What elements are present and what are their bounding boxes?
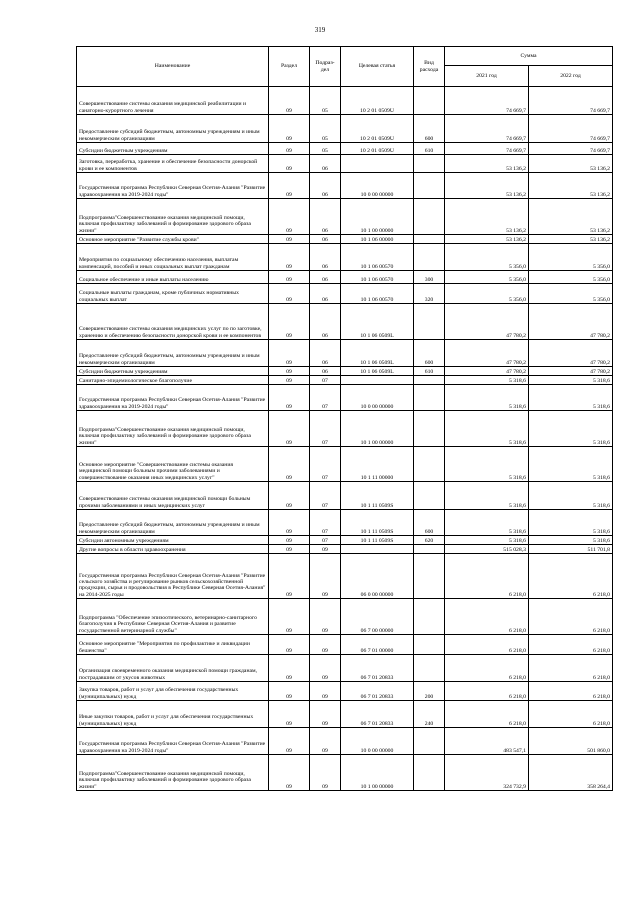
cell-celevaya-statya: 06 7 01 20833 [341, 682, 414, 701]
cell-sum-2021: 6 218,0 [445, 682, 529, 701]
cell-razdel: 09 [269, 655, 310, 682]
cell-sum-2022: 511 701,8 [529, 545, 613, 554]
header-name: Наименование [77, 47, 269, 87]
table-row [77, 554, 613, 599]
cell-vid-rashoda [414, 635, 445, 655]
cell-celevaya-statya: 10 1 06 00570 [341, 284, 414, 304]
cell-name: Иные закупки товаров, работ и услуг для обеспечения государственных (муниципальных) нужд [77, 701, 269, 728]
cell-vid-rashoda [414, 199, 445, 235]
cell-celevaya-statya: 10 2 01 0509U [341, 87, 414, 115]
table-row [77, 235, 613, 244]
cell-razdel: 09 [269, 244, 310, 271]
cell-celevaya-statya: 10 1 06 00570 [341, 244, 414, 271]
cell-vid-rashoda [414, 376, 445, 385]
cell-name: Предоставление субсидий бюджетным, автономным учреждениям и иным некоммерческим организациям [77, 510, 269, 536]
cell-sum-2021: 74 669,7 [445, 87, 529, 115]
cell-name: Совершенствование системы оказания медицинской реабилитации и санаторно-курортного лечения [77, 87, 269, 115]
table-row [77, 482, 613, 510]
cell-sum-2021: 47 780,2 [445, 367, 529, 376]
cell-podrazdel: 05 [310, 87, 341, 115]
cell-celevaya-statya: 10 1 00 00000 [341, 755, 414, 791]
cell-sum-2022: 5 356,0 [529, 284, 613, 304]
cell-vid-rashoda [414, 545, 445, 554]
cell-podrazdel: 07 [310, 447, 341, 482]
table-row [77, 599, 613, 635]
cell-name: Закупка товаров, работ и услуг для обеспечения государственных (муниципальных) нужд [77, 682, 269, 701]
cell-name: Предоставление субсидий бюджетным, автономным учреждениям и иным некоммерческим организациям [77, 115, 269, 143]
cell-sum-2021: 5 318,6 [445, 385, 529, 411]
cell-sum-2022: 6 218,0 [529, 655, 613, 682]
cell-celevaya-statya: 10 2 01 0509U [341, 115, 414, 143]
cell-celevaya-statya: 10 1 11 0509S [341, 510, 414, 536]
table-row [77, 376, 613, 385]
cell-vid-rashoda: 300 [414, 271, 445, 284]
cell-razdel: 09 [269, 545, 310, 554]
cell-sum-2022: 5 318,6 [529, 447, 613, 482]
cell-sum-2022: 5 356,0 [529, 244, 613, 271]
table-header [77, 47, 613, 87]
cell-sum-2022: 5 318,6 [529, 376, 613, 385]
cell-podrazdel: 09 [310, 755, 341, 791]
cell-sum-2021: 6 218,0 [445, 554, 529, 599]
cell-name: Подпрограмма"Совершенствование оказания медицинской помощи, включая профилактику заболеваний и формирование здорового образа жизни" [77, 411, 269, 447]
cell-vid-rashoda: 610 [414, 143, 445, 155]
table-row [77, 304, 613, 340]
cell-razdel: 09 [269, 701, 310, 728]
cell-sum-2021: 483 547,1 [445, 728, 529, 755]
cell-vid-rashoda [414, 755, 445, 791]
cell-vid-rashoda: 200 [414, 682, 445, 701]
cell-podrazdel: 06 [310, 173, 341, 199]
cell-sum-2022: 5 318,6 [529, 536, 613, 545]
cell-name: Подпрограмма"Совершенствование оказания медицинской помощи, включая профилактику заболеваний и формирование здорового образа жизни" [77, 755, 269, 791]
cell-sum-2021: 5 318,6 [445, 376, 529, 385]
table-row [77, 155, 613, 173]
cell-podrazdel: 09 [310, 599, 341, 635]
cell-vid-rashoda: 610 [414, 367, 445, 376]
cell-name: Подпрограмма "Обеспечение эпизоотического, ветеринарно-санитарного благополучия в Республике Северная Осетия-Алания и развитие государственной ветеринарной службы" [77, 599, 269, 635]
cell-name: Субсидии автономным учреждениям [77, 536, 269, 545]
cell-name: Мероприятия по социальному обеспечению населения, выплатам компенсаций, пособий и иных социальных выплат гражданам [77, 244, 269, 271]
cell-razdel: 09 [269, 155, 310, 173]
cell-name: Государственная программа Республики Северная Осетия-Алания "Развитие здравоохранения на 2019-2024 годы" [77, 385, 269, 411]
cell-podrazdel: 05 [310, 115, 341, 143]
cell-sum-2021: 324 732,9 [445, 755, 529, 791]
cell-sum-2022: 74 669,7 [529, 143, 613, 155]
cell-vid-rashoda: 320 [414, 284, 445, 304]
cell-sum-2022: 53 136,2 [529, 155, 613, 173]
table-row [77, 728, 613, 755]
cell-vid-rashoda [414, 411, 445, 447]
table-row [77, 284, 613, 304]
cell-celevaya-statya: 10 1 00 00000 [341, 199, 414, 235]
cell-vid-rashoda [414, 304, 445, 340]
table-row [77, 115, 613, 143]
cell-podrazdel: 09 [310, 655, 341, 682]
cell-vid-rashoda: 620 [414, 536, 445, 545]
cell-podrazdel: 06 [310, 235, 341, 244]
cell-vid-rashoda [414, 155, 445, 173]
cell-celevaya-statya: 10 1 00 00000 [341, 411, 414, 447]
cell-celevaya-statya: 10 1 06 0509L [341, 367, 414, 376]
cell-sum-2022: 53 136,2 [529, 199, 613, 235]
cell-celevaya-statya: 10 2 01 0509U [341, 143, 414, 155]
cell-celevaya-statya: 06 0 00 00000 [341, 554, 414, 599]
cell-sum-2022: 47 780,2 [529, 304, 613, 340]
header-podrazdel: Подраз-дел [310, 47, 341, 87]
cell-podrazdel: 07 [310, 376, 341, 385]
cell-name: Предоставление субсидий бюджетным, автономным учреждениям и иным некоммерческим организациям [77, 340, 269, 367]
cell-sum-2021: 47 780,2 [445, 304, 529, 340]
cell-name: Санитарно-эпидемиологическое благополучие [77, 376, 269, 385]
cell-sum-2022: 501 860,0 [529, 728, 613, 755]
cell-podrazdel: 06 [310, 155, 341, 173]
cell-sum-2022: 74 669,7 [529, 115, 613, 143]
cell-sum-2022: 47 780,2 [529, 367, 613, 376]
cell-name: Государственная программа Республики Северная Осетия-Алания "Развитие здравоохранения на 2019-2024 годы" [77, 728, 269, 755]
cell-sum-2022: 6 218,0 [529, 701, 613, 728]
table-row [77, 340, 613, 367]
cell-vid-rashoda: 600 [414, 510, 445, 536]
cell-sum-2022: 6 218,0 [529, 682, 613, 701]
table-row [77, 271, 613, 284]
cell-name: Основное мероприятие "Развитие службы крови" [77, 235, 269, 244]
cell-name: Государственная программа Республики Северная Осетия-Алания "Развитие здравоохранения на 2019-2024 годы" [77, 173, 269, 199]
table-row [77, 411, 613, 447]
header-year-2021: 2021 год [445, 66, 529, 87]
cell-vid-rashoda: 600 [414, 115, 445, 143]
cell-celevaya-statya [341, 155, 414, 173]
cell-sum-2021: 5 318,6 [445, 510, 529, 536]
cell-vid-rashoda [414, 173, 445, 199]
cell-vid-rashoda [414, 244, 445, 271]
cell-name: Другие вопросы в области здравоохранения [77, 545, 269, 554]
cell-sum-2021: 6 218,0 [445, 599, 529, 635]
cell-razdel: 09 [269, 271, 310, 284]
cell-celevaya-statya: 10 0 00 00000 [341, 728, 414, 755]
cell-podrazdel: 07 [310, 536, 341, 545]
cell-vid-rashoda [414, 728, 445, 755]
cell-sum-2022: 6 218,0 [529, 635, 613, 655]
cell-podrazdel: 07 [310, 510, 341, 536]
table-row [77, 199, 613, 235]
cell-razdel: 09 [269, 682, 310, 701]
cell-celevaya-statya: 10 1 11 00000 [341, 447, 414, 482]
cell-razdel: 09 [269, 143, 310, 155]
cell-sum-2021: 5 318,6 [445, 482, 529, 510]
cell-sum-2022: 6 218,0 [529, 554, 613, 599]
header-vid-rashoda: Вид расхода [414, 47, 445, 87]
cell-sum-2022: 74 669,7 [529, 87, 613, 115]
cell-sum-2021: 6 218,0 [445, 655, 529, 682]
cell-razdel: 09 [269, 304, 310, 340]
cell-podrazdel: 09 [310, 701, 341, 728]
cell-sum-2022: 5 318,6 [529, 411, 613, 447]
cell-sum-2022: 53 136,2 [529, 235, 613, 244]
cell-sum-2022: 358 264,4 [529, 755, 613, 791]
cell-celevaya-statya: 10 1 11 0509S [341, 482, 414, 510]
cell-sum-2021: 5 318,6 [445, 536, 529, 545]
cell-name: Субсидии бюджетным учреждениям [77, 367, 269, 376]
budget-table [76, 46, 613, 791]
cell-name: Совершенствование системы оказания медицинских услуг по по заготовке, хранению и обеспечению безопасности донорской крови и ее компонентов [77, 304, 269, 340]
cell-razdel: 09 [269, 367, 310, 376]
cell-razdel: 09 [269, 510, 310, 536]
cell-podrazdel: 09 [310, 545, 341, 554]
cell-podrazdel: 06 [310, 244, 341, 271]
table-row [77, 244, 613, 271]
cell-podrazdel: 09 [310, 728, 341, 755]
header-year-2022: 2022 год [529, 66, 613, 87]
cell-vid-rashoda [414, 655, 445, 682]
cell-podrazdel: 06 [310, 367, 341, 376]
header-razdel: Раздел [269, 47, 310, 87]
cell-razdel: 09 [269, 411, 310, 447]
table-row [77, 536, 613, 545]
cell-name: Организация своевременного оказания медицинской помощи гражданам, пострадавшим от укусов животных [77, 655, 269, 682]
cell-sum-2022: 5 318,6 [529, 510, 613, 536]
cell-razdel: 09 [269, 635, 310, 655]
cell-sum-2021: 6 218,0 [445, 701, 529, 728]
cell-vid-rashoda [414, 482, 445, 510]
cell-celevaya-statya: 06 7 00 00000 [341, 599, 414, 635]
table-row [77, 385, 613, 411]
table-row [77, 87, 613, 115]
cell-vid-rashoda [414, 554, 445, 599]
cell-sum-2022: 6 218,0 [529, 599, 613, 635]
cell-celevaya-statya: 10 1 06 00000 [341, 235, 414, 244]
cell-razdel: 09 [269, 376, 310, 385]
cell-celevaya-statya: 10 1 06 00570 [341, 271, 414, 284]
cell-vid-rashoda [414, 235, 445, 244]
cell-celevaya-statya [341, 376, 414, 385]
cell-razdel: 09 [269, 755, 310, 791]
cell-razdel: 09 [269, 199, 310, 235]
cell-name: Основное мероприятие "Мероприятия по профилактике и ликвидации бешенства" [77, 635, 269, 655]
cell-celevaya-statya: 06 7 01 00000 [341, 635, 414, 655]
cell-sum-2021: 47 780,2 [445, 340, 529, 367]
cell-sum-2022: 47 780,2 [529, 340, 613, 367]
cell-podrazdel: 07 [310, 411, 341, 447]
cell-vid-rashoda [414, 385, 445, 411]
cell-razdel: 09 [269, 536, 310, 545]
cell-sum-2021: 5 356,0 [445, 284, 529, 304]
table-row [77, 367, 613, 376]
cell-razdel: 09 [269, 482, 310, 510]
header-celevaya-statya: Целевая статья [341, 47, 414, 87]
cell-podrazdel: 06 [310, 199, 341, 235]
cell-razdel: 09 [269, 173, 310, 199]
table-row [77, 173, 613, 199]
cell-vid-rashoda [414, 447, 445, 482]
cell-sum-2021: 53 136,2 [445, 155, 529, 173]
table-row [77, 655, 613, 682]
cell-name: Субсидии бюджетным учреждениям [77, 143, 269, 155]
table-row [77, 635, 613, 655]
cell-razdel: 09 [269, 554, 310, 599]
table-body [77, 87, 613, 791]
cell-podrazdel: 05 [310, 143, 341, 155]
cell-celevaya-statya: 06 7 01 20833 [341, 655, 414, 682]
cell-vid-rashoda: 240 [414, 701, 445, 728]
cell-vid-rashoda [414, 87, 445, 115]
page-number: 319 [314, 26, 326, 34]
cell-podrazdel: 06 [310, 304, 341, 340]
cell-razdel: 09 [269, 385, 310, 411]
cell-razdel: 09 [269, 340, 310, 367]
cell-razdel: 09 [269, 284, 310, 304]
cell-sum-2021: 5 318,6 [445, 411, 529, 447]
cell-name: Государственная программа Республики Северная Осетия-Алания "Развитие сельского хозяйства и регулирование рынков сельскохозяйственной продукции, сырья и продовольствия в Республике Северная Осетия-Алания" на 2014-2025 годы [77, 554, 269, 599]
cell-name: Заготовка, переработка, хранение и обеспечение безопасности донорской крови и ее компонентов [77, 155, 269, 173]
cell-sum-2022: 5 318,6 [529, 482, 613, 510]
cell-sum-2021: 74 669,7 [445, 143, 529, 155]
cell-celevaya-statya: 06 7 01 20833 [341, 701, 414, 728]
header-summa: Сумма [445, 47, 613, 66]
cell-razdel: 09 [269, 728, 310, 755]
cell-razdel: 09 [269, 87, 310, 115]
cell-celevaya-statya [341, 545, 414, 554]
cell-sum-2021: 53 136,2 [445, 199, 529, 235]
cell-sum-2021: 515 028,3 [445, 545, 529, 554]
cell-vid-rashoda: 600 [414, 340, 445, 367]
cell-sum-2021: 5 318,6 [445, 447, 529, 482]
cell-name: Социальное обеспечение и иные выплаты населению [77, 271, 269, 284]
cell-podrazdel: 07 [310, 385, 341, 411]
cell-sum-2021: 6 218,0 [445, 635, 529, 655]
cell-celevaya-statya: 10 1 06 0509L [341, 304, 414, 340]
cell-podrazdel: 06 [310, 284, 341, 304]
cell-podrazdel: 06 [310, 271, 341, 284]
cell-name: Социальные выплаты гражданам, кроме публичных нормативных социальных выплат [77, 284, 269, 304]
cell-name: Подпрограмма"Совершенствование оказания медицинской помощи, включая профилактику заболеваний и формирование здорового образа жизни" [77, 199, 269, 235]
table-row [77, 545, 613, 554]
cell-celevaya-statya: 10 1 11 0509S [341, 536, 414, 545]
table-row [77, 755, 613, 791]
cell-podrazdel: 09 [310, 682, 341, 701]
table-row [77, 143, 613, 155]
cell-podrazdel: 07 [310, 482, 341, 510]
cell-podrazdel: 09 [310, 635, 341, 655]
cell-sum-2021: 74 669,7 [445, 115, 529, 143]
cell-name: Совершенствование системы оказания медицинской помощи больным прочими заболеваниями и иных медицинских услуг [77, 482, 269, 510]
cell-celevaya-statya: 10 0 00 00000 [341, 173, 414, 199]
cell-razdel: 09 [269, 115, 310, 143]
cell-name: Основное мероприятие "Совершенствование системы оказания медицинской помощи больным прочими заболеваниями и совершенствование оказания иных медицинских услуг" [77, 447, 269, 482]
table-row [77, 510, 613, 536]
cell-celevaya-statya: 10 0 00 00000 [341, 385, 414, 411]
cell-sum-2022: 53 136,2 [529, 173, 613, 199]
cell-podrazdel: 06 [310, 340, 341, 367]
table-row [77, 447, 613, 482]
cell-vid-rashoda [414, 599, 445, 635]
cell-podrazdel: 09 [310, 554, 341, 599]
cell-razdel: 09 [269, 235, 310, 244]
cell-razdel: 09 [269, 447, 310, 482]
table-row [77, 701, 613, 728]
cell-sum-2022: 5 356,0 [529, 271, 613, 284]
cell-sum-2021: 5 356,0 [445, 271, 529, 284]
cell-razdel: 09 [269, 599, 310, 635]
cell-celevaya-statya: 10 1 06 0509L [341, 340, 414, 367]
cell-sum-2022: 5 318,6 [529, 385, 613, 411]
cell-sum-2021: 5 356,0 [445, 244, 529, 271]
cell-sum-2021: 53 136,2 [445, 173, 529, 199]
cell-sum-2021: 53 136,2 [445, 235, 529, 244]
table-row [77, 682, 613, 701]
